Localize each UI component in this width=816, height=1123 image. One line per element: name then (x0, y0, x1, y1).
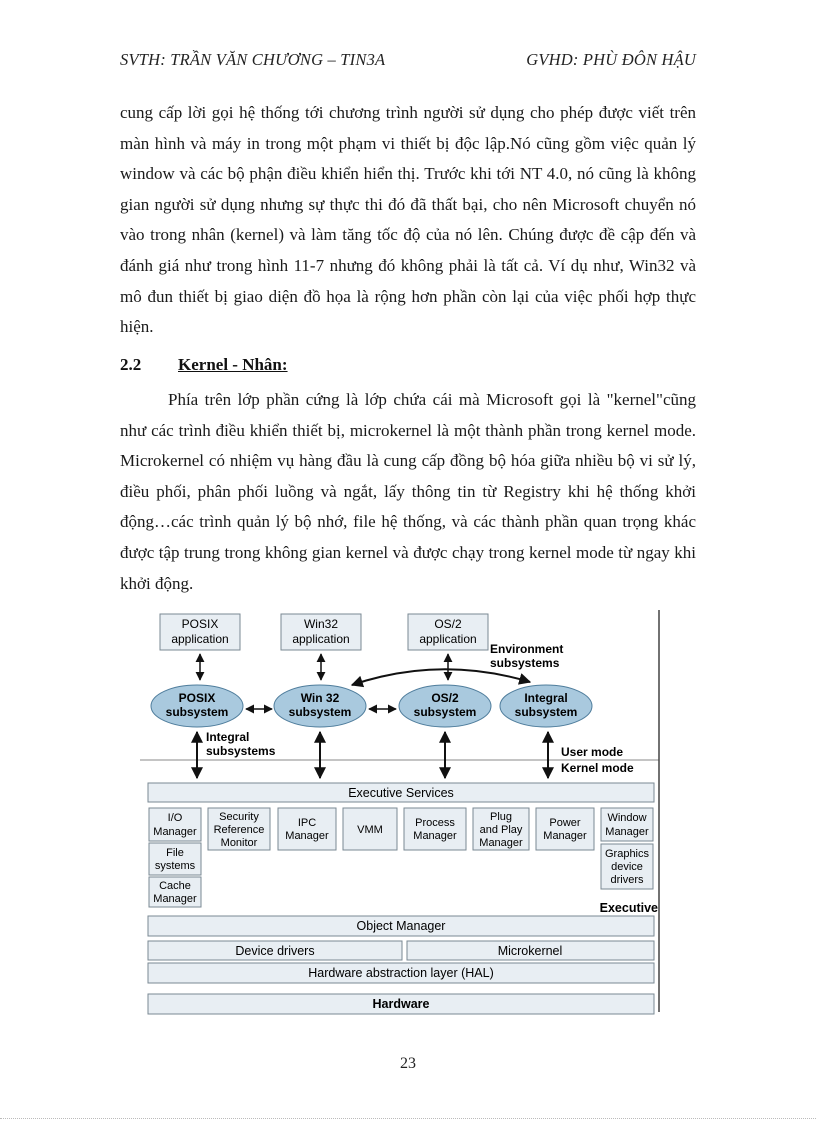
graphics-text-1: Graphics (604, 848, 650, 860)
microkernel-bar (407, 941, 654, 960)
win32-application-box (281, 614, 361, 650)
pnp-text-1: Plug (489, 811, 513, 823)
integral-subsystem (500, 685, 592, 727)
os2-subsystem (399, 685, 491, 727)
pnp-text-2: and Play (479, 824, 523, 836)
integral-subsystem-text-2: subsystem (514, 705, 578, 719)
device-drivers-text: Device drivers (235, 944, 315, 958)
posix-subsystem-text-1: POSIX (178, 691, 216, 705)
file-systems-text-2: systems (154, 860, 196, 872)
device-drivers-bar (148, 941, 402, 960)
power-text-1: Power (549, 817, 581, 829)
environment-label-2: subsystems (490, 656, 560, 670)
io-manager-text-1: I/O (167, 812, 183, 824)
environment-label-1: Environment (490, 642, 564, 656)
win32-subsystem-text-1: Win 32 (300, 691, 340, 705)
process-manager-box (404, 808, 466, 850)
posix-subsystem-text-2: subsystem (165, 705, 229, 719)
process-text-2: Manager (413, 830, 457, 842)
integral-label-2: subsystems (206, 744, 276, 758)
graphics-text-2: device (611, 861, 643, 873)
file-systems-text-1: File (166, 847, 184, 859)
vmm-text: VMM (357, 824, 383, 836)
posix-application-box (160, 614, 240, 650)
security-text-1: Security (219, 811, 259, 823)
os2-subsystem-text-1: OS/2 (431, 691, 459, 705)
executive-services-bar (148, 783, 654, 802)
bottom-divider (0, 1118, 816, 1119)
window-manager-box (601, 808, 653, 841)
posix-app-text-2: application (171, 632, 229, 646)
cache-manager-box (149, 877, 201, 907)
header-right: GVHD: PHÙ ĐÔN HẬU (526, 50, 696, 69)
security-monitor-box (208, 808, 270, 850)
ipc-manager-box (278, 808, 336, 850)
paragraph-1: cung cấp lời gọi hệ thống tới chương trình người sử dụng cho phép được viết trên màn hình và máy in trong một phạm vi thiết bị độc lập.Nó cũng gồm việc quản lý window và các bộ phận điều khiển hiển thị. Trước khi tới NT 4.0, nó cũng là không gian người sử dụng nhưng sự thực thi đó đã thất bại, cho nên Microsoft chuyển nó vào trong nhân (kernel) và làm tăng tốc độ của nó lên. Chúng được đề cập đến và đánh giá như trong hình 11-7 nhưng đó không phải là tất cả. Ví dụ như, Win32 và mô đun thiết bị giao diện đồ họa là rộng hơn phần còn lại của việc phối hợp thực hiện. (120, 103, 696, 337)
win32-subsystem (274, 685, 366, 727)
object-manager-text: Object Manager (356, 919, 446, 933)
io-manager-text-2: Manager (153, 826, 197, 838)
integral-label-1: Integral (206, 730, 250, 744)
window-text-1: Window (607, 812, 647, 824)
power-text-2: Manager (543, 830, 587, 842)
io-manager-box (149, 808, 201, 841)
ipc-text-1: IPC (297, 817, 317, 829)
window-text-2: Manager (605, 826, 649, 838)
hardware-text: Hardware (372, 997, 430, 1011)
posix-subsystem (151, 685, 243, 727)
hal-text: Hardware abstraction layer (HAL) (308, 966, 494, 980)
ipc-text-2: Manager (285, 830, 329, 842)
win32-app-text-1: Win32 (303, 617, 339, 631)
power-manager-box (536, 808, 594, 850)
header-left: SVTH: TRẦN VĂN CHƯƠNG – TIN3A (120, 50, 386, 69)
process-text-1: Process (415, 817, 455, 829)
microkernel-text: Microkernel (497, 944, 563, 958)
os2-app-text-2: application (419, 632, 477, 646)
object-manager-bar (148, 916, 654, 936)
file-systems-box (149, 843, 201, 875)
pnp-manager-box (473, 808, 529, 850)
posix-app-text-1: POSIX (181, 617, 219, 631)
os2-app-text-1: OS/2 (434, 617, 462, 631)
graphics-text-3: drivers (610, 874, 644, 886)
cache-manager-text-2: Manager (153, 893, 197, 905)
page-number: 23 (400, 1055, 416, 1072)
user-mode-label: User mode (561, 745, 624, 759)
graphics-drivers-box (601, 844, 653, 889)
section-heading (120, 355, 288, 375)
cache-manager-text-1: Cache (159, 880, 191, 892)
section-number: 2.2 (120, 355, 142, 374)
integral-subsystem-text-1: Integral (524, 691, 568, 705)
pnp-text-3: Manager (479, 837, 523, 849)
hardware-bar (148, 994, 654, 1014)
os2-subsystem-text-2: subsystem (413, 705, 477, 719)
os2-application-box (408, 614, 488, 650)
security-text-3: Monitor (220, 837, 258, 849)
win32-app-text-2: application (292, 632, 350, 646)
section-title: Kernel - Nhân: (178, 355, 288, 374)
win32-subsystem-text-2: subsystem (288, 705, 352, 719)
executive-label: Executive (599, 901, 658, 915)
paragraph-2: Phía trên lớp phần cứng là lớp chứa cái mà Microsoft gọi là "kernel"cũng như các trình điều khiển thiết bị, microkernel là một thành phần trong kernel mode. Microkernel có nhiệm vụ hàng đầu là cung cấp đồng bộ hóa giữa nhiều bộ vi sử lý, điều phối, phân phối luồng và ngắt, lấy thông tin từ Registry khi hệ thống khởi động…các trình quản lý bộ nhớ, file hệ thống, và các thành phần quan trọng khác được tập trung trong không gian kernel và được chạy trong kernel mode từ ngay khi khởi động. (120, 390, 696, 593)
hal-bar (148, 963, 654, 983)
executive-services-text: Executive Services (348, 786, 454, 800)
architecture-diagram (140, 610, 668, 1020)
kernel-mode-label: Kernel mode (561, 761, 634, 775)
vmm-box (343, 808, 397, 850)
security-text-2: Reference (213, 824, 265, 836)
